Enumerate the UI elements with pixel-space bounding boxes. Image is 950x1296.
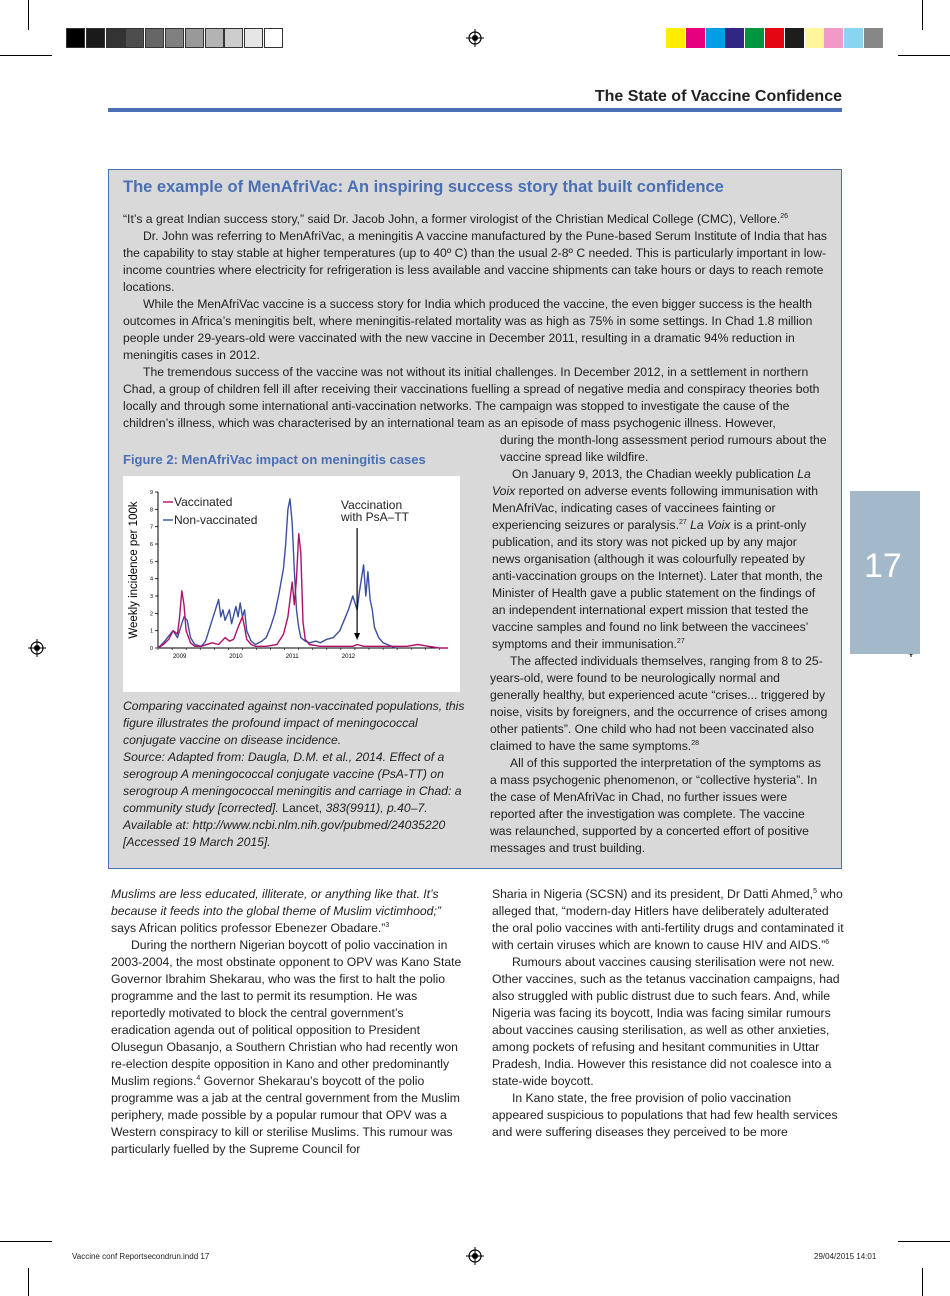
caption-link: Available at: http://www.ncbi.nlm.nih.gov/pubmed/24035220 [Accessed 19 March 2015]. <box>123 818 446 849</box>
annotation-label: with PsA–TT <box>341 510 410 524</box>
color-swatch <box>844 28 863 48</box>
paragraph: Rumours about vaccines causing sterilisation were not new. Other vaccines, such as the tetanus vaccination campaigns, had also struggled with public distrust due to such fears. And, while Nigeria was facing its boycott, India was facing similar rumours about vaccines causing sterilisation, as well as other anxieties, among pockets of refusing and hesitant communities in Uttar Pradesh, India. However this resistance did not coalesce into a state-wide boycott. <box>492 955 840 1088</box>
paragraph: During the northern Nigerian boycott of polio vaccination in 2003-2004, the most obstinate opponent to OPV was Kano State Governor Ibrahim Shekarau, who was the first to halt the polio programme and the last to permit its resumption. He was reportedly motivated to block the central government’s eradication agenda out of political opposition to President Olusegun Obasanjo, a Southern Christian who had recently won re-election despite opposition in Kano and other predominantly Muslim regions.$^4$ Governor Shekarau’s boycott of the polio programme was a jab at the central government from the Muslim periphery, made possible by a popular rumour that OPV was a Western conspiracy to kill or sterilise Muslims. This rumour was particularly fuelled by the Supreme Council for <box>111 938 462 1156</box>
annotation-label: Vaccination <box>341 498 403 512</box>
registration-mark-icon <box>466 1247 484 1265</box>
caption-description: Comparing vaccinated against non-vaccinated populations, this figure illustrates the profound impact of meningococcal conjugate vaccine on disease incidence. <box>123 699 465 747</box>
crop-mark <box>898 1241 950 1242</box>
paragraph: The affected individuals themselves, ranging from 8 to 25-years-old, were found to be neurologically normal and generally healthy, but experienced acute “crises... triggered by noise, visits by foreigners, and the occurrence of crises among other patients”. One child who had not been vaccinated also claimed to have the same symptoms.$^{28}$ <box>490 654 828 753</box>
grey-swatch <box>86 28 105 48</box>
x-tick-label: 2009 <box>172 654 187 660</box>
vaccinated-series-line <box>158 534 448 648</box>
color-swatch <box>725 28 744 48</box>
footer-file-slug: Vaccine conf Reportsecondrun.indd 17 <box>72 1252 210 1261</box>
y-tick-label: 9 <box>149 490 153 496</box>
paragraph: “It’s a great Indian success story,” said Dr. Jacob John, a former virologist of the Christian Medical College (CMC), Vellore.$^{26}$ <box>123 212 789 226</box>
y-tick-label: 6 <box>149 542 153 548</box>
case-study-right-column <box>490 432 828 857</box>
header-rule <box>108 108 842 112</box>
crop-mark <box>28 0 29 30</box>
crop-mark <box>28 1268 29 1296</box>
y-tick-label: 3 <box>149 594 153 600</box>
paragraph: While the MenAfriVac vaccine is a success story for India which produced the vaccine, the even bigger success is the health outcomes in Africa’s meningitis belt, where meningitis-related mortality was as high as 75% in some settings. In Chad 1.8 million people under 29-years-old were vaccinated with the new vaccine in December 2011, resulting in a dramatic 94% reduction in meningitis cases in 2012. <box>123 297 813 362</box>
registration-mark-icon <box>466 29 484 47</box>
y-tick-label: 2 <box>149 611 153 618</box>
paragraph: The tremendous success of the vaccine was not without its initial challenges. In December 2012, in a settlement in northern Chad, a group of children fell ill after receiving their vaccinations fuelling a spread of negative media and conspiracy theories both locally and through some international anti-vaccination networks. The campaign was stopped to investigate the cause of the children’s illness, which was characterised by an international team as an episode of mass psychogenic illness. However, <box>123 365 820 430</box>
color-swatch <box>805 28 824 48</box>
case-study-box <box>108 169 842 869</box>
crop-mark <box>922 1268 923 1296</box>
color-swatch <box>785 28 804 48</box>
color-swatch <box>824 28 843 48</box>
x-tick-label: 2010 <box>229 654 243 660</box>
page-number: 17 <box>864 547 902 585</box>
paragraph: On January 9, 2013, the Chadian weekly publication La Voix reported on adverse events following immunisation with MenAfriVac, indicating cases of vaccinees fainting or experiencing seizures or paralysis.$^{27}$ La Voix is a print-only publication, and its story was not picked up by any major news organisation (although it was colourfully repeated by anti-vaccination groups on the Internet). Later that month, the Minister of Health gave a public statement on the findings of an independent international expert mission that tested the vaccine samples and found no link between the vaccinees’ symptoms and their immunisation.$^{27}$ <box>492 467 823 651</box>
grey-swatch <box>66 28 85 48</box>
case-study-body <box>123 211 829 432</box>
y-axis-label: Weekly incidence per 100k <box>128 501 140 639</box>
x-tick-label: 2011 <box>285 654 299 660</box>
paragraph: Sharia in Nigeria (SCSN) and its president, Dr Datti Ahmed,$^5$ who alleged that, “modern-day Hitlers have deliberately adulterated the oral polio vaccines with anti-fertility drugs and contaminated it with certain viruses which are known to cause HIV and AIDS.”$^6$ <box>492 887 844 952</box>
crop-mark <box>0 1241 52 1242</box>
legend-label: Vaccinated <box>174 495 233 509</box>
body-left-column <box>111 886 463 1158</box>
grey-swatch <box>165 28 184 48</box>
grey-swatch <box>205 28 224 48</box>
grey-swatch <box>264 28 283 48</box>
grey-swatch <box>106 28 125 48</box>
crop-mark <box>0 55 52 56</box>
color-swatch <box>765 28 784 48</box>
caption-source: Source: Adapted from: Daugla, D.M. et al., 2014. Effect of a serogroup A meningococcal conjugate vaccine (PsA-TT) on serogroup A meningococcal meningitis and carriage in Chad: a community study [corrected]. <box>123 750 462 815</box>
grey-swatch <box>185 28 204 48</box>
figure-panel <box>123 476 460 692</box>
paragraph: Muslims are less educated, illiterate, or anything like that. It’s because it feeds into the global theme of Muslim victimhood;” says African politics professor Ebenezer Obadare.”$^3$ <box>111 887 441 935</box>
color-swatch <box>666 28 685 48</box>
color-swatch <box>864 28 883 48</box>
grey-swatch <box>125 28 144 48</box>
crop-mark <box>922 0 923 30</box>
paragraph: In Kano state, the free provision of polio vaccination appeared suspicious to populations that had few health services and were suffering diseases they perceived to be more <box>492 1091 838 1139</box>
y-tick-label: 5 <box>149 559 153 566</box>
y-tick-label: 1 <box>149 628 153 635</box>
grey-swatch <box>145 28 164 48</box>
paragraph: during the month-long assessment period rumours about the vaccine spread like wildfire. <box>500 433 827 464</box>
paragraph: All of this supported the interpretation of the symptoms as a mass psychogenic phenomenon, or “collective hysteria”. In the case of MenAfriVac in Chad, no further issues were reported after the investigation was complete. The vaccine was relaunched, supported by a concerted effort of positive messages and trust building. <box>490 756 821 855</box>
page-number-tab <box>850 491 920 654</box>
grey-swatch <box>244 28 263 48</box>
y-tick-label: 4 <box>149 576 153 583</box>
running-header-title: The State of Vaccine Confidence <box>594 88 842 105</box>
meningitis-line-chart <box>123 476 460 692</box>
y-tick-label: 8 <box>149 507 153 514</box>
footer-date: 29/04/2015 14:01 <box>814 1252 877 1261</box>
x-tick-label: 2012 <box>341 654 356 660</box>
annotation-arrowhead <box>354 633 360 640</box>
case-study-title: The example of MenAfriVac: An inspiring success story that built confidence <box>123 178 724 196</box>
paragraph: Dr. John was referring to MenAfriVac, a meningitis A vaccine manufactured by the Pune-based Serum Institute of India that has the capability to stay stable at higher temperatures (up to 40º C) than the usual 2-8º C needed. This is particularly important in low-income countries where electricity for refrigeration is less available and vaccine shipments can take hours or days to reach remote locations. <box>123 229 827 294</box>
crop-mark <box>898 55 950 56</box>
body-right-column <box>492 886 844 1141</box>
color-swatch <box>745 28 764 48</box>
legend-label: Non-vaccinated <box>174 513 258 527</box>
y-tick-label: 7 <box>149 524 153 531</box>
y-tick-label: 0 <box>149 646 153 652</box>
color-swatch <box>686 28 705 48</box>
figure-caption: Comparing vaccinated against non-vaccinated populations, this figure illustrates the profound impact of meningococcal conjugate vaccine on disease incidence. Source: Adapted from: Daugla, D.M. et al., 2014. Effect of a serogroup A meningococcal conjugate vaccine (PsA-TT) on serogroup A meningococcal meningitis and carriage in Chad: a community study [corrected]. Lancet, 383(9911), p.40–7. Available at: http://www.ncbi.nlm.nih.gov/pubmed/24035220 [Accessed 19 March 2015]. <box>123 699 465 849</box>
figure-title: Figure 2: MenAfriVac impact on meningitis cases <box>123 452 426 467</box>
color-swatch <box>706 28 725 48</box>
grey-swatch <box>224 28 243 48</box>
registration-mark-icon <box>28 639 46 657</box>
